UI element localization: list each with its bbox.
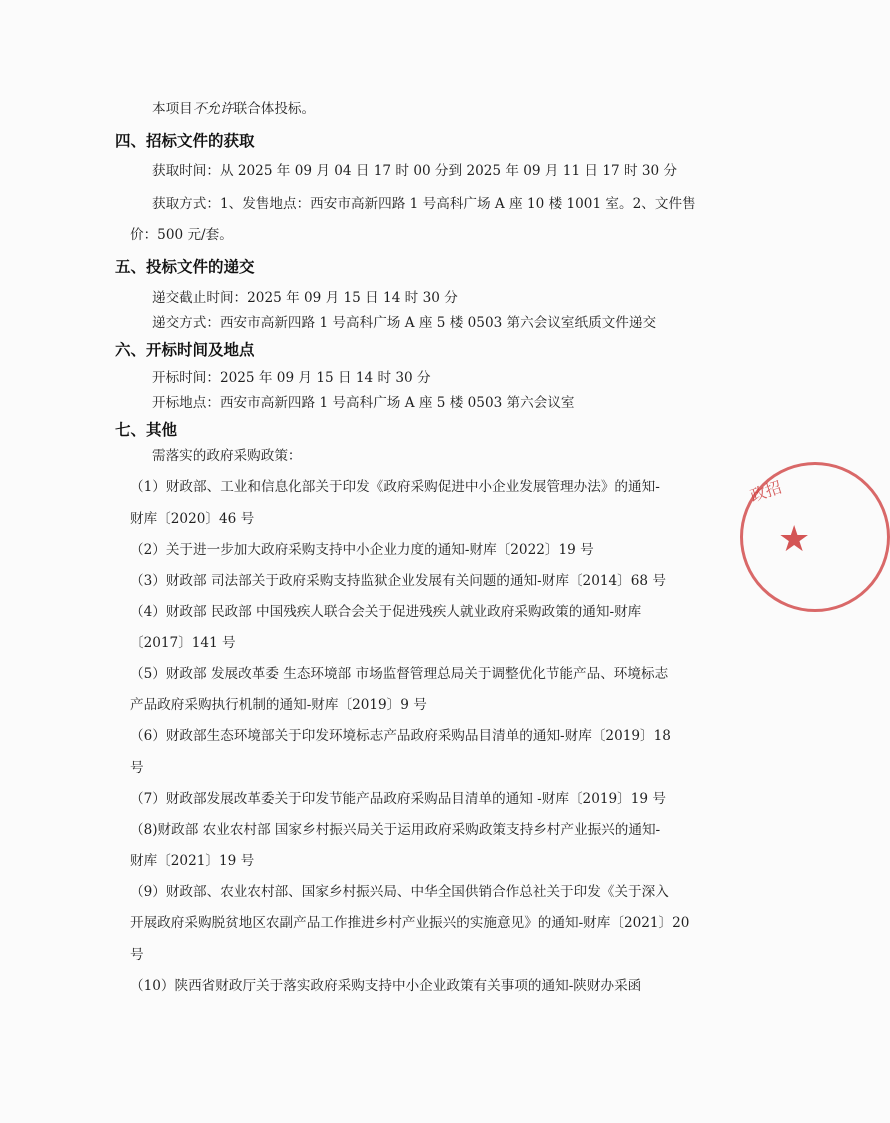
policy-intro: 需落实的政府采购政策： — [152, 448, 302, 464]
policy-line: 财库〔2021〕19 号 — [130, 853, 255, 869]
policy-line: （8)财政部 农业农村部 国家乡村振兴局关于运用政府采购政策支持乡村产业振兴的通知- — [130, 822, 661, 838]
policy-line: （5）财政部 发展改革委 生态环境部 市场监督管理总局关于调整优化节能产品、环境标志 — [130, 666, 669, 682]
policy-line: （1）财政部、工业和信息化部关于印发《政府采购促进中小企业发展管理办法》的通知- — [130, 479, 660, 495]
acquire-method-line2: 价：500 元/套。 — [130, 227, 233, 243]
intro-emphasis: 不允许 — [192, 101, 234, 117]
section-4-heading: 四、招标文件的获取 — [115, 132, 255, 150]
policy-line: （6）财政部生态环境部关于印发环境标志产品政府采购品目清单的通知-财库〔2019〕18 — [130, 728, 671, 744]
acquire-time: 获取时间：从 2025 年 09 月 04 日 17 时 00 分到 2025 年 09 月 11 日 17 时 30 分 — [152, 163, 678, 179]
policy-line: （9）财政部、农业农村部、国家乡村振兴局、中华全国供销合作总社关于印发《关于深入 — [130, 884, 669, 900]
submit-method: 递交方式：西安市高新四路 1 号高科广场 A 座 5 楼 0503 第六会议室纸质文件递交 — [152, 315, 657, 331]
policy-line: （2）关于进一步加大政府采购支持中小企业力度的通知-财库〔2022〕19 号 — [130, 542, 594, 558]
seal-text: 政招 — [747, 477, 785, 506]
intro-text: 本项目 — [152, 101, 193, 117]
policy-line: 产品政府采购执行机制的通知-财库〔2019〕9 号 — [130, 697, 427, 713]
policy-line: （4）财政部 民政部 中国残疾人联合会关于促进残疾人就业政府采购政策的通知-财库 — [130, 604, 642, 620]
intro-text-end: 联合体投标。 — [233, 101, 316, 117]
policy-line: （7）财政部发展改革委关于印发节能产品政府采购品目清单的通知 -财库〔2019〕19 号 — [130, 791, 666, 807]
seal-star-icon: ★ — [778, 519, 811, 560]
policy-line: 财库〔2020〕46 号 — [130, 511, 255, 527]
section-7-heading: 七、其他 — [115, 421, 178, 439]
policy-line: 号 — [130, 760, 144, 776]
acquire-method-line1: 获取方式：1、发售地点：西安市高新四路 1 号高科广场 A 座 10 楼 1001 室。2、文件售 — [152, 196, 696, 212]
policy-line: 〔2017〕141 号 — [130, 635, 236, 651]
policy-line: 开展政府采购脱贫地区农副产品工作推进乡村产业振兴的实施意见》的通知-财库〔2021〕20 — [130, 915, 690, 931]
section-6-heading: 六、开标时间及地点 — [115, 341, 255, 359]
section-5-heading: 五、投标文件的递交 — [115, 258, 255, 276]
opening-place: 开标地点：西安市高新四路 1 号高科广场 A 座 5 楼 0503 第六会议室 — [152, 395, 575, 411]
opening-time: 开标时间：2025 年 09 月 15 日 14 时 30 分 — [152, 370, 431, 386]
submit-deadline: 递交截止时间：2025 年 09 月 15 日 14 时 30 分 — [152, 290, 458, 306]
policy-line: （3）财政部 司法部关于政府采购支持监狱企业发展有关问题的通知-财库〔2014〕68 号 — [130, 573, 666, 589]
intro-line — [152, 100, 753, 118]
policy-line: 号 — [130, 947, 144, 963]
policy-line: （10）陕西省财政厅关于落实政府采购支持中小企业政策有关事项的通知-陕财办采函 — [130, 978, 642, 994]
